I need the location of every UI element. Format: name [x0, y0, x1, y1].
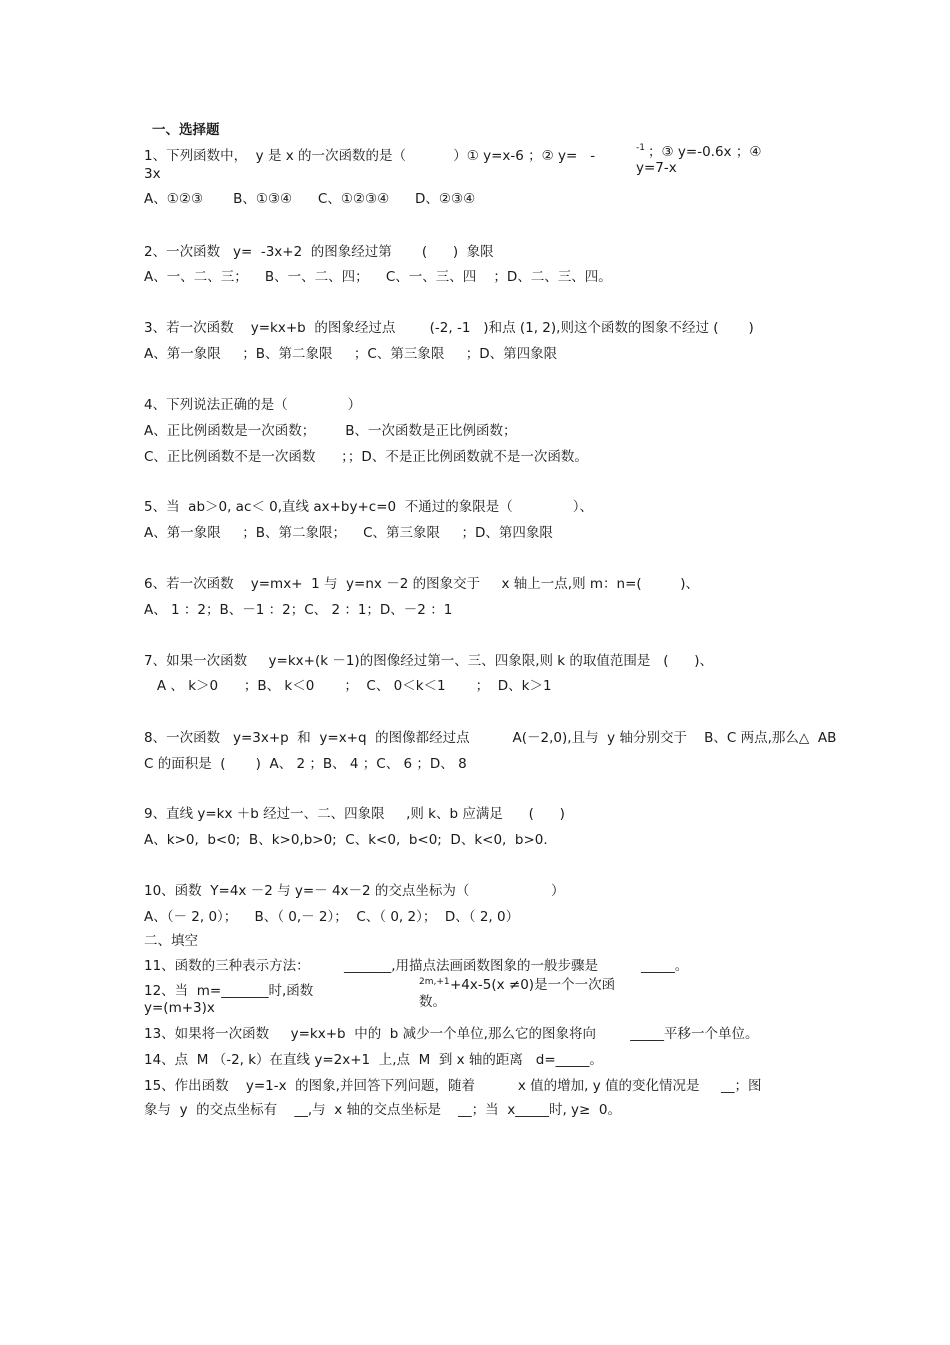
question-6-options: A、 1 ：2；B、－1 ：2；C、 2 ：1；D、－2 ：1	[144, 602, 453, 618]
question-2-options: A、一、二、三； B、一、二、四； C、一、三、四 ；D、二、三、四。	[144, 269, 612, 285]
question-13: 13、如果将一次函数 y=kx+b 中的 b 减少一个单位,那么它的图象将向 _____平移一个单位。	[144, 1026, 759, 1042]
question-5: 5、当 ab＞0, ac＜ 0,直线 ax+by+c=0 不通过的象限是（ ）、	[144, 499, 594, 515]
question-10: 10、函数 Y=4x －2 与 y=－ 4x－2 的交点坐标为（ ）	[144, 883, 565, 899]
question-3: 3、若一次函数 y=kx+b 的图象经过点 (-2, -1 )和点 (1, 2),则这个函数的图象不经过 ( )	[144, 320, 754, 336]
question-14: 14、点 M （-2, k）在直线 y=2x+1 上,点 M 到 x 轴的距离 d=_____。	[144, 1052, 603, 1068]
question-12-superscript: 2m,+1	[419, 977, 450, 987]
question-8-options: C 的面积是 ( ) A、 2 ；B、 4 ；C、 6 ；D、 8	[144, 756, 467, 772]
section-title-choice: 一、选择题	[152, 122, 220, 138]
question-2: 2、一次函数 y= -3x+2 的图象经过第 ( ) 象限	[144, 244, 494, 260]
question-12-tail-continued: 数。	[419, 994, 446, 1010]
question-3-options: A、第一象限 ；B、第二象限 ；C、第三象限 ；D、第四象限	[144, 346, 558, 362]
question-7: 7、如果一次函数 y=kx+(k －1)的图像经过第一、三、四象限,则 k 的取值范围是 ( )、	[144, 653, 714, 669]
question-8: 8、一次函数 y=3x+p 和 y=x+q 的图像都经过点 A(－2,0),且与 y 轴分别交于 B、C 两点,那么△ AB	[144, 730, 837, 746]
question-1-options: A、①②③ B、①③④ C、①②③④ D、②③④	[144, 191, 476, 207]
question-4: 4、下列说法正确的是（ ）	[144, 397, 362, 413]
question-7-options: A 、 k＞0 ；B、 k＜0 ； C、 0＜k＜1 ； D、k＞1	[144, 678, 552, 694]
question-10-options: A、（－ 2, 0）； B、（ 0,－ 2）； C、（ 0, 2）； D、（ 2, 0）	[144, 909, 520, 925]
question-1-tail: ；③ y=-0.6x ；④	[648, 144, 762, 160]
question-15: 15、作出函数 y=1-x 的图象,并回答下列问题，随着 x 值的增加, y 值的变化情况是 __；图	[144, 1078, 762, 1094]
question-1: 1、下列函数中， y 是 x 的一次函数的是（ ）① y=x-6 ；② y= -	[144, 148, 596, 164]
question-9: 9、直线 y=kx ＋b 经过一、二、四象限 ,则 k、b 应满足 ( )	[144, 806, 565, 822]
question-1-option-4: y=7-x	[636, 160, 677, 176]
question-15-continued: 象与 y 的交点坐标有 __,与 x 轴的交点坐标是 __；当 x_____时, y≥ 0。	[144, 1102, 622, 1118]
question-1-continued: 3x	[144, 166, 161, 182]
question-1-superscript: -1	[636, 143, 645, 153]
question-12: 12、当 m=_______时,函数	[144, 983, 314, 999]
question-9-options: A、k>0, b<0; B、k>0,b>0; C、k<0, b<0; D、k<0, b>0.	[144, 832, 548, 848]
section-title-fill-in: 二、填空	[144, 933, 198, 949]
question-4-options-a-b: A、正比例函数是一次函数； B、一次函数是正比例函数；	[144, 423, 517, 439]
question-4-options-c-d: C、正比例函数不是一次函数 ；；D、不是正比例函数就不是一次函数。	[144, 449, 588, 465]
question-5-options: A、第一象限 ；B、第二象限； C、第三象限 ；D、第四象限	[144, 525, 553, 541]
question-11: 11、函数的三种表示方法： _______,用描点法画函数图象的一般步骤是 _____。	[144, 958, 689, 974]
question-12-tail: +4x-5(x ≠0)是一个一次函	[450, 977, 616, 993]
question-6: 6、若一次函数 y=mx+ 1 与 y=nx －2 的图象交于 x 轴上一点,则 m：n=( )、	[144, 576, 700, 592]
question-12-continued: y=(m+3)x	[144, 1000, 215, 1016]
